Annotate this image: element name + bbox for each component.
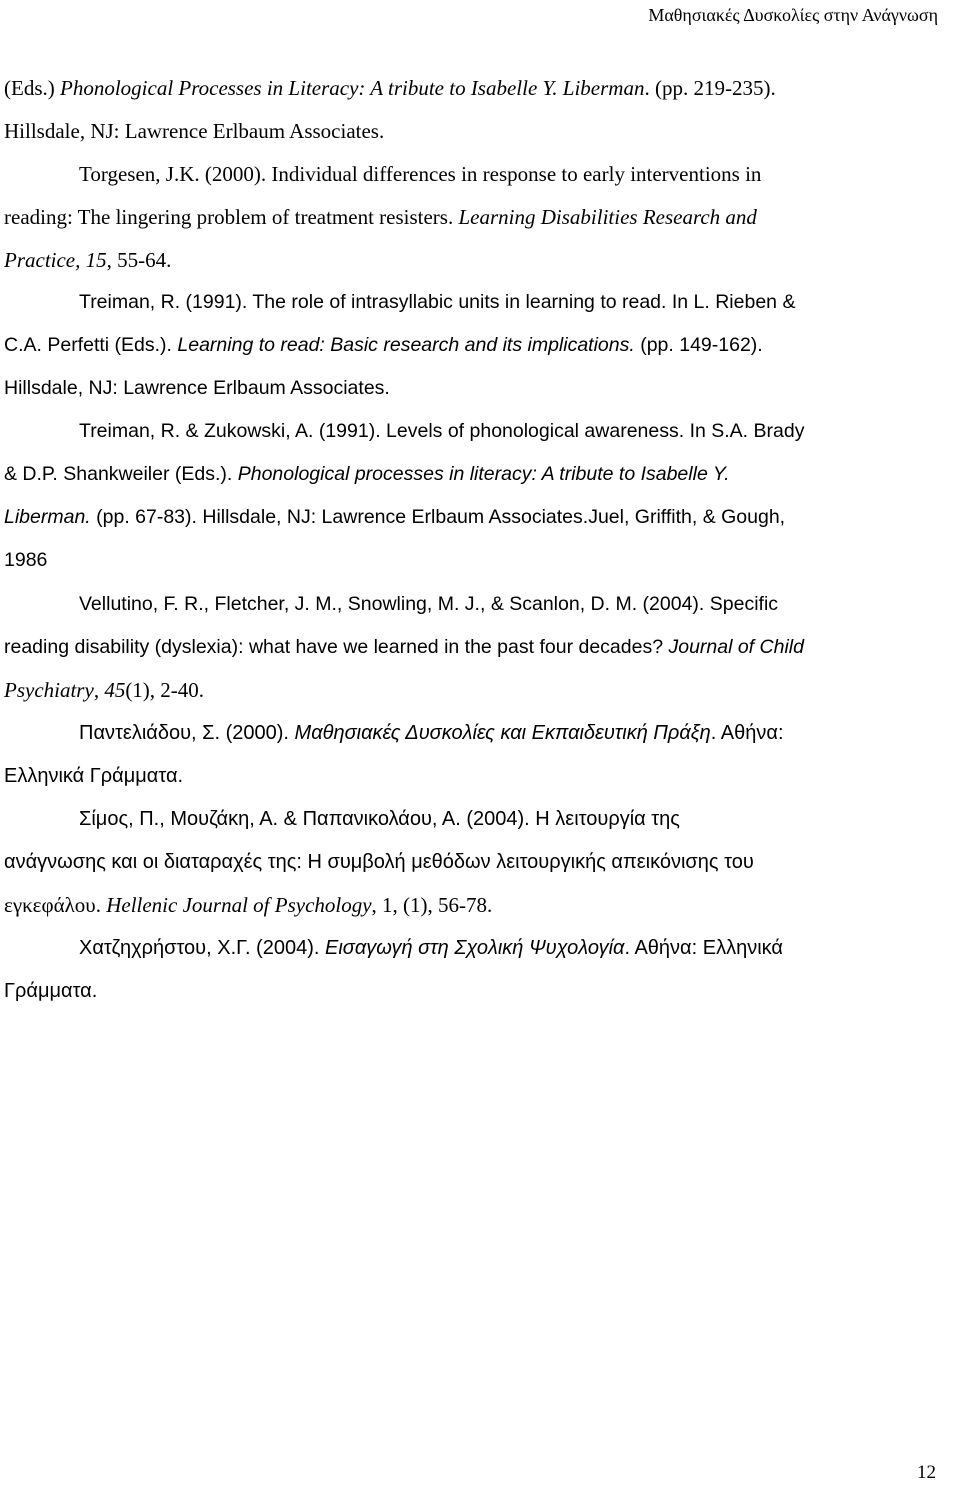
italic-title: 45 [104, 678, 126, 702]
reference-line: & D.P. Shankweiler (Eds.). Phonological processes in literacy: A tribute to Isabelle Y. [4, 463, 730, 485]
italic-title: Εισαγωγή στη Σχολική Ψυχολογία [325, 937, 625, 959]
reference-line: Hillsdale, NJ: Lawrence Erlbaum Associates. [4, 119, 385, 143]
italic-title: Learning Disabilities Research and [458, 205, 757, 229]
italic-title: Hellenic Journal of Psychology [106, 893, 372, 917]
reference-line: Treiman, R. (1991). The role of intrasyllabic units in learning to read. In L. Rieben & [79, 291, 796, 313]
italic-title: Liberman. [4, 506, 91, 528]
italic-title: Phonological Processes in Literacy: A tribute to Isabelle Y. Liberman [60, 76, 645, 100]
reference-line: Ελληνικά Γράμματα. [4, 765, 184, 787]
reference-line: (Eds.) Phonological Processes in Literacy: A tribute to Isabelle Y. Liberman. (pp. 219-235). [4, 76, 776, 100]
italic-title: Phonological processes in literacy: A tribute to Isabelle Y. [237, 463, 730, 485]
reference-line: reading disability (dyslexia): what have we learned in the past four decades? Journal of Child [4, 636, 804, 658]
running-header: Μαθησιακές Δυσκολίες στην Ανάγνωση [648, 5, 938, 25]
italic-title: Learning to read: Basic research and its implications. [177, 334, 635, 356]
reference-line: Χατζηχρήστου, Χ.Γ. (2004). Εισαγωγή στη Σχολική Ψυχολογία. Αθήνα: Ελληνικά [79, 937, 783, 959]
reference-line: Hillsdale, NJ: Lawrence Erlbaum Associates. [4, 377, 390, 399]
reference-line: ανάγνωσης και οι διαταραχές της: Η συμβολή μεθόδων λειτουργικής απεικόνισης του [4, 851, 754, 873]
reference-line: reading: The lingering problem of treatment resisters. Learning Disabilities Research and [4, 205, 757, 229]
reference-line: Psychiatry, 45(1), 2-40. [4, 678, 205, 702]
reference-line: Γράμματα. [4, 980, 98, 1002]
reference-line: εγκεφάλου. Hellenic Journal of Psychology, 1, (1), 56-78. [4, 893, 493, 917]
reference-line: Treiman, R. & Zukowski, A. (1991). Levels of phonological awareness. In S.A. Brady [79, 420, 805, 442]
reference-line: Παντελιάδου, Σ. (2000). Μαθησιακές Δυσκολίες και Εκπαιδευτική Πράξη. Αθήνα: [79, 722, 784, 744]
italic-title: Practice, 15 [4, 248, 107, 272]
reference-line: Torgesen, J.K. (2000). Individual differences in response to early interventions in [79, 162, 762, 186]
reference-line: 1986 [4, 549, 48, 571]
reference-line: Vellutino, F. R., Fletcher, J. M., Snowling, M. J., & Scanlon, D. M. (2004). Specific [79, 593, 779, 615]
reference-line: Liberman. (pp. 67-83). Hillsdale, NJ: Lawrence Erlbaum Associates.Juel, Griffith, & Gough, [4, 506, 786, 528]
reference-line: Practice, 15, 55-64. [4, 248, 172, 272]
italic-title: Journal of Child [668, 636, 804, 658]
italic-title: Psychiatry [4, 678, 94, 702]
reference-line: C.A. Perfetti (Eds.). Learning to read: Basic research and its implications. (pp. 149-162). [4, 334, 763, 356]
page-number: 12 [917, 1462, 936, 1483]
reference-line: Σίμος, Π., Μουζάκη, Α. & Παπανικολάου, Α. (2004). Η λειτουργία της [79, 808, 680, 830]
italic-title: Μαθησιακές Δυσκολίες και Εκπαιδευτική Πράξη [294, 722, 711, 744]
